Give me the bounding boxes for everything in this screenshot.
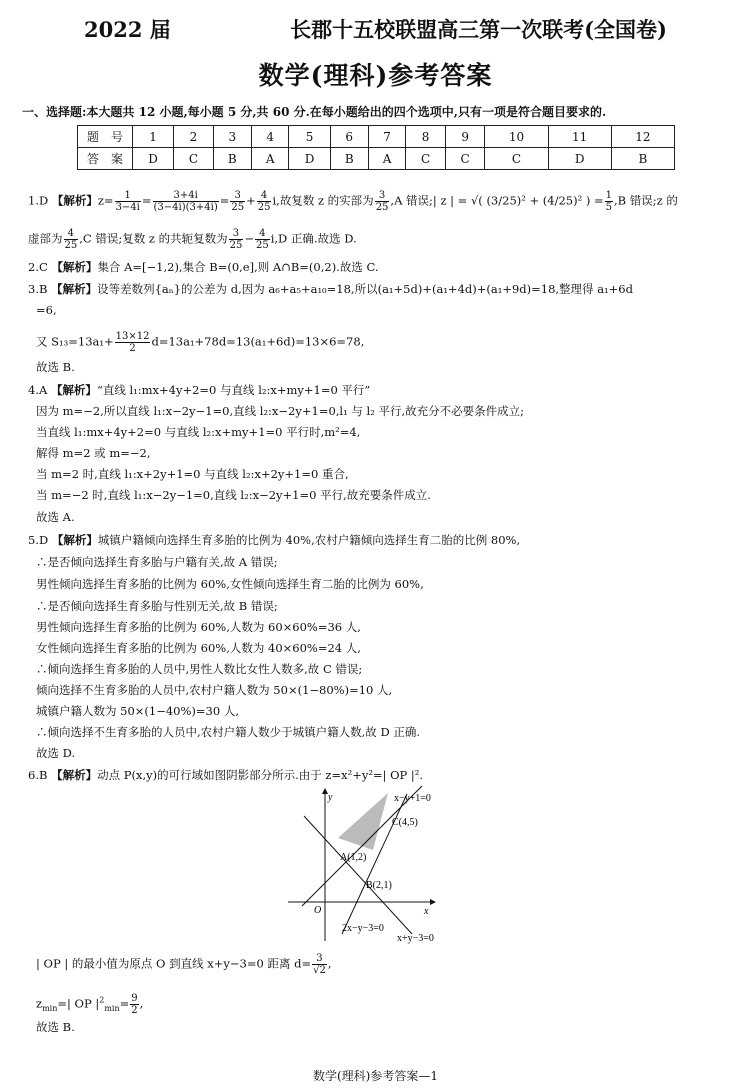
denominator: 2	[129, 343, 136, 354]
denominator: 25	[64, 240, 78, 251]
q5-tag: 【解析】	[51, 533, 98, 547]
text: 设等差数列{aₙ}的公差为 d,因为 a₆+a₅+a₁₀=18,所以(a₁+5d)+(a₁+4d)+(a₁+9d)=18,整理得 a₁+6d	[97, 282, 633, 296]
text: =	[119, 996, 130, 1011]
table-cell: 6	[330, 126, 368, 148]
q4-line3: 解得 m=2 或 m=−2,	[36, 446, 151, 460]
numerator: 3	[312, 953, 327, 965]
table-cell: 1	[133, 126, 174, 148]
numerator: 4	[257, 190, 272, 202]
text: z	[36, 996, 43, 1011]
fraction	[229, 228, 244, 251]
table-cell: 4	[251, 126, 289, 148]
q4-answer: 4.A	[28, 383, 48, 397]
table-cell: 5	[289, 126, 330, 148]
denominator: 25	[375, 202, 389, 213]
table-cell: 2	[174, 126, 214, 148]
section-heading: 一、选择题:本大题共 12 小题,每小题 5 分,共 60 分.在每小题给出的四个选项中,只有一项是符合题目要求的.	[22, 105, 607, 119]
q6-line2	[36, 953, 332, 976]
q5-line10: 故选 D.	[36, 746, 76, 760]
fraction	[255, 228, 270, 251]
text: =	[219, 193, 230, 208]
q2-tag: 【解析】	[51, 260, 98, 274]
q4-line1: 因为 m=−2,所以直线 l₁:x−2y−1=0,直线 l₂:x−2y+1=0,l₁ 与 l₂ 平行,故充分不必要条件成立;	[36, 404, 525, 418]
q4-line6: 故选 A.	[36, 510, 75, 524]
q2-line	[28, 260, 379, 274]
table-cell: C	[445, 148, 485, 170]
q6-answer: 6.B	[28, 768, 48, 782]
text: d=13a₁+78d=13(a₁+6d)=13×6=78,	[151, 334, 365, 349]
numerator: 3	[230, 190, 245, 202]
q1-answer: 1.D	[28, 193, 49, 208]
text: ,	[327, 956, 332, 971]
text: =| OP |	[57, 996, 100, 1011]
denominator: 25	[229, 240, 243, 251]
q4-line5: 当 m=−2 时,直线 l₁:x−2y−1=0,直线 l₂:x−2y+1=0 平行,故充要条件成立.	[36, 488, 431, 502]
fraction	[153, 190, 219, 213]
superscript: 2	[99, 995, 105, 1005]
q3-line4: 故选 B.	[36, 360, 75, 374]
exam-year: 2022 届	[84, 17, 171, 42]
table-cell: D	[548, 148, 611, 170]
origin-label: O	[314, 905, 322, 916]
line1-label: x−y+1=0	[394, 793, 431, 804]
q5-line5: 女性倾向选择生育多胎的比例为 60%,人数为 40×60%=24 人,	[36, 641, 361, 655]
q5-line0	[28, 533, 520, 547]
table-cell: A	[368, 148, 406, 170]
table-row	[78, 126, 675, 148]
denominator: 5	[605, 202, 613, 213]
fraction	[130, 993, 138, 1016]
fraction	[230, 190, 245, 213]
table-cell: 7	[368, 126, 406, 148]
q5-line7: 倾向选择不生育多胎的人员中,农村户籍人数为 50×(1−80%)=10 人,	[36, 683, 393, 697]
table-cell: D	[133, 148, 174, 170]
text: ,C 错误;复数 z 的共轭复数为	[79, 231, 228, 246]
numerator: 1	[605, 190, 613, 201]
q3-answer: 3.B	[28, 282, 48, 296]
q5-answer: 5.D	[28, 533, 49, 547]
text: ,	[139, 996, 144, 1011]
q4-tag: 【解析】	[50, 383, 97, 397]
q3-line2: =6,	[36, 303, 57, 317]
table-cell: 12	[611, 126, 674, 148]
table-cell: 11	[548, 126, 611, 148]
table-cell: 9	[445, 126, 485, 148]
subscript: min	[104, 1003, 120, 1013]
q5-line2: 男性倾向选择生育多胎的比例为 60%,女性倾向选择生育二胎的比例为 60%,	[36, 577, 424, 591]
numerator: 3	[229, 228, 244, 240]
point-b-label: B(2,1)	[366, 880, 392, 891]
text: | OP | 的最小值为原点 O 到直线 x+y−3=0 距离 d=	[36, 956, 312, 971]
table-cell: D	[289, 148, 330, 170]
text: ,B 错误;z 的	[614, 193, 678, 208]
text: z=	[97, 193, 114, 208]
table-cell: B	[213, 148, 251, 170]
q4-line4: 当 m=2 时,直线 l₁:x+2y+1=0 与直线 l₂:x+2y+1=0 重合,	[36, 467, 349, 481]
numerator: 4	[255, 228, 270, 240]
y-axis-label: y	[328, 792, 333, 803]
denominator: 25	[257, 202, 271, 213]
numerator: 1	[115, 190, 141, 202]
denominator: 25	[255, 240, 269, 251]
q3-tag: 【解析】	[51, 282, 98, 296]
table-cell: B	[611, 148, 674, 170]
text: 又 S₁₃=13a₁+	[36, 334, 114, 349]
text: −	[244, 231, 254, 246]
text: i,故复数 z 的实部为	[272, 193, 374, 208]
q1-line2	[28, 228, 357, 251]
row-label: 题 号	[78, 126, 133, 148]
fraction	[375, 190, 390, 213]
table-cell: B	[330, 148, 368, 170]
q5-line8: 城镇户籍人数为 50×(1−40%)=30 人,	[36, 704, 239, 718]
text: “直线 l₁:mx+4y+2=0 与直线 l₂:x+my+1=0 平行”	[96, 383, 371, 397]
x-axis-arrow	[430, 899, 436, 905]
text: +	[246, 193, 256, 208]
line-x-minus-y-plus-1	[302, 786, 422, 906]
q6-line1	[28, 768, 423, 782]
q6-line4: 故选 B.	[36, 1020, 75, 1034]
fraction	[64, 228, 79, 251]
text: 城镇户籍倾向选择生育多胎的比例为 40%,农村户籍倾向选择生育二胎的比例 80%,	[97, 533, 521, 547]
row-label: 答 案	[78, 148, 133, 170]
numerator: 3+4i	[153, 190, 219, 202]
numerator: 9	[131, 993, 138, 1004]
text: 虚部为	[28, 231, 63, 246]
fraction	[115, 190, 141, 213]
table-cell: C	[406, 148, 446, 170]
table-cell: A	[251, 148, 289, 170]
numerator: 4	[64, 228, 79, 240]
denominator: (3−4i)(3+4i)	[153, 202, 218, 213]
q6-line3	[36, 993, 143, 1016]
line3-label: x+y−3=0	[397, 933, 434, 944]
table-cell: 3	[213, 126, 251, 148]
q2-answer: 2.C	[28, 260, 48, 274]
table-cell: 8	[406, 126, 446, 148]
text: ,A 错误;| z | = √( (3/25)² + (4/25)² ) =	[390, 193, 604, 208]
fraction	[115, 331, 151, 354]
shaded-region	[338, 793, 388, 850]
fraction	[257, 190, 272, 213]
numerator: 3	[375, 190, 390, 202]
text: =	[141, 193, 152, 208]
text: 集合 A=[−1,2),集合 B=(0,e],则 A∩B=(0,2).故选 C.	[97, 260, 379, 274]
denominator: 2	[131, 1005, 138, 1016]
text: i,D 正确.故选 D.	[270, 231, 357, 246]
point-a-label: A(1,2)	[340, 852, 367, 863]
table-row	[78, 148, 675, 170]
exam-title: 长郡十五校联盟高三第一次联考(全国卷)	[290, 17, 667, 42]
header-row	[84, 10, 667, 44]
table-cell: 10	[485, 126, 548, 148]
answer-table	[77, 125, 675, 170]
q5-line6: ∴倾向选择生育多胎的人员中,男性人数比女性人数多,故 C 错误;	[36, 662, 363, 676]
fraction	[605, 190, 613, 213]
page-footer: 数学(理科)参考答案—1	[313, 1069, 438, 1083]
denominator: √2	[313, 965, 326, 976]
q5-line3: ∴是否倾向选择生育多胎与性别无关,故 B 错误;	[36, 599, 278, 613]
x-axis-label: x	[424, 906, 429, 917]
q4-line0	[28, 383, 370, 397]
denominator: 3−4i	[115, 202, 140, 213]
q3-line3	[36, 331, 364, 354]
q5-line9: ∴倾向选择不生育多胎的人员中,农村户籍人数少于城镇户籍人数,故 D 正确.	[36, 725, 420, 739]
denominator: 25	[231, 202, 245, 213]
point-c-label: C(4,5)	[392, 817, 418, 828]
q5-line1: ∴是否倾向选择生育多胎与户籍有关,故 A 错误;	[36, 555, 278, 569]
text: 动点 P(x,y)的可行域如图阴影部分所示.由于 z=x²+y²=| OP |².	[97, 768, 424, 782]
page-title: 数学(理科)参考答案	[258, 61, 493, 90]
q6-tag: 【解析】	[51, 768, 98, 782]
fraction	[312, 953, 327, 976]
subscript: min	[42, 1003, 58, 1013]
q1-line1	[28, 190, 678, 213]
q3-line1	[28, 282, 633, 296]
numerator: 13×12	[115, 331, 150, 342]
feasible-region-graph	[282, 786, 462, 946]
q4-line2: 当直线 l₁:mx+4y+2=0 与直线 l₂:x+my+1=0 平行时,m²=4,	[36, 425, 361, 439]
table-cell: C	[174, 148, 214, 170]
q1-tag: 【解析】	[51, 193, 98, 208]
q5-line4: 男性倾向选择生育多胎的比例为 60%,人数为 60×60%=36 人,	[36, 620, 361, 634]
line2-label: 2x−y−3=0	[342, 923, 384, 934]
table-cell: C	[485, 148, 548, 170]
